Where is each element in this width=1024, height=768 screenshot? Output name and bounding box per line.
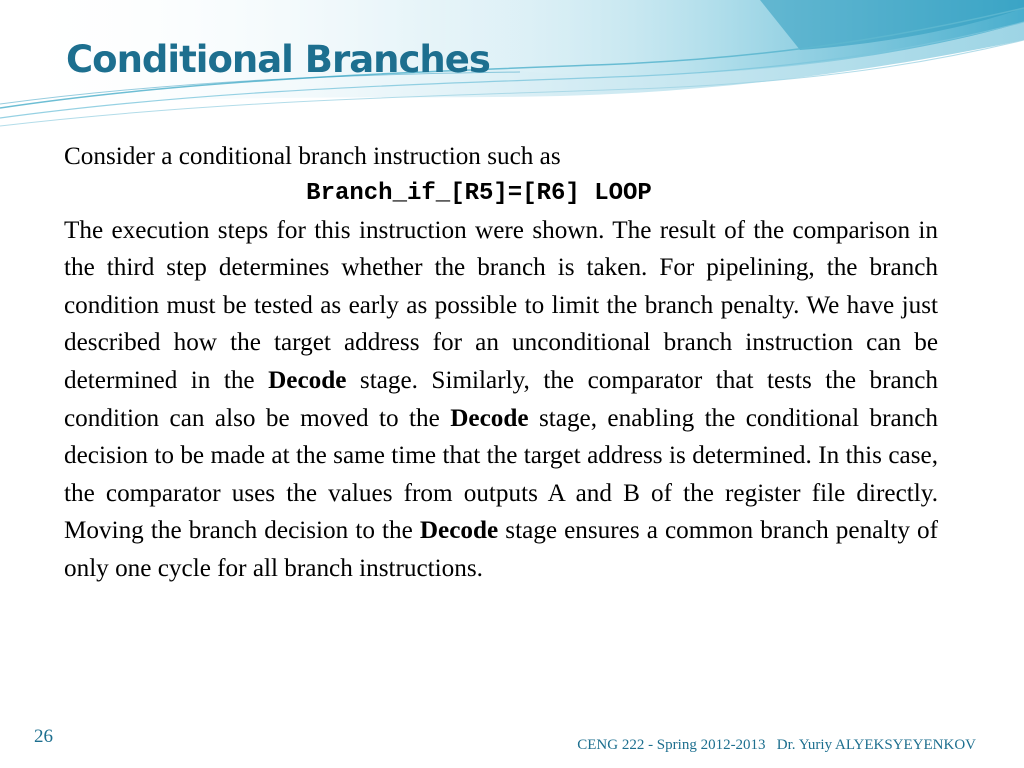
- paragraph-text-2: stage. Similarly, the comparator that tests the branch condition can also be moved to the: [64, 366, 938, 432]
- bold-term-decode-3: Decode: [419, 517, 499, 545]
- code-instruction: Branch_if_[R5]=[R6] LOOP: [306, 179, 652, 207]
- bold-term-decode-1: Decode: [268, 366, 347, 394]
- bold-term-decode-2: Decode: [450, 404, 529, 432]
- body-paragraph: [64, 212, 938, 588]
- page-number: 26: [34, 726, 53, 747]
- paragraph-text-3: stage, enabling the conditional branch decision to be made at the same time that the target address is determined. In this case, the comparator uses the values from outputs A and B of the register file directly. Moving the branch decision to the: [64, 404, 938, 545]
- intro-text: Consider a conditional branch instruction such as: [64, 143, 561, 170]
- paragraph-text-4: stage ensures a common branch penalty of only one cycle for all branch instructions.: [64, 517, 938, 582]
- paragraph-text-1: The execution steps for this instruction were shown. The result of the comparison in the third step determines whether the branch is taken. For pipelining, the branch condition must be tested as early as possible to limit the branch penalty. We have just described how the target address for an unconditional branch instruction can be determined in the: [64, 216, 938, 394]
- footer-course-info: CENG 222 - Spring 2012-2013 Dr. Yuriy ALYEKSYEYENKOV: [577, 737, 976, 753]
- slide-body: [64, 138, 938, 588]
- slide-title: Conditional Branches: [66, 38, 490, 81]
